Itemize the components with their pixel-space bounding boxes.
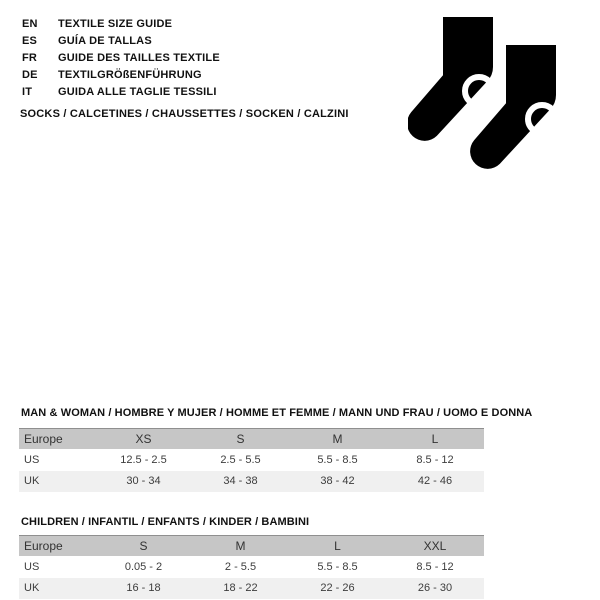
- language-row: [22, 66, 220, 83]
- children-size-table: [19, 535, 484, 599]
- language-code: ES: [22, 34, 38, 47]
- children-table-title: CHILDREN / INFANTIL / ENFANTS / KINDER / BAMBINI: [21, 516, 310, 528]
- size-value: 8.5 - 12: [416, 453, 454, 466]
- table-row-uk: [19, 471, 484, 492]
- language-code: DE: [22, 68, 38, 81]
- language-row: [22, 49, 220, 66]
- size-value: 5.5 - 8.5: [317, 560, 358, 573]
- size-value: 8.5 - 12: [416, 560, 454, 573]
- size-value: 0.05 - 2: [124, 560, 163, 573]
- table-row-uk: [19, 578, 484, 599]
- region-label: US: [24, 453, 40, 466]
- column-header-size: S: [192, 429, 289, 449]
- size-value: 16 - 18: [126, 582, 161, 594]
- language-list: [22, 15, 220, 100]
- category-title: SOCKS / CALCETINES / CHAUSSETTES / SOCKEN / CALZINI: [20, 108, 349, 120]
- size-value: 2 - 5.5: [224, 560, 257, 573]
- size-value: 5.5 - 8.5: [317, 453, 358, 466]
- column-header-size: L: [386, 429, 484, 449]
- column-header-size: XXL: [386, 536, 484, 556]
- language-label: TEXTILE SIZE GUIDE: [58, 17, 173, 30]
- region-label: US: [24, 560, 40, 573]
- language-label: GUIDA ALLE TAGLIE TESSILI: [58, 85, 217, 98]
- column-header-size: XS: [95, 429, 192, 449]
- adults-header-row: [19, 429, 484, 449]
- size-value: 30 - 34: [126, 475, 161, 487]
- column-header-region: Europe: [19, 429, 95, 449]
- size-value: 26 - 30: [417, 582, 453, 594]
- language-row: [22, 32, 220, 49]
- children-header-row: [19, 536, 484, 556]
- socks-icon: [408, 17, 573, 173]
- language-label: GUIDE DES TAILLES TEXTILE: [58, 51, 220, 64]
- sock-back: [408, 17, 493, 141]
- region-label: UK: [24, 582, 40, 594]
- size-value: 34 - 38: [223, 475, 258, 487]
- language-code: EN: [22, 17, 38, 30]
- table-row-us: [19, 556, 484, 578]
- size-value: 42 - 46: [417, 475, 453, 487]
- column-header-region: Europe: [19, 536, 95, 556]
- size-value: 2.5 - 5.5: [220, 453, 261, 466]
- column-header-size: S: [95, 536, 192, 556]
- adults-table-title: MAN & WOMAN / HOMBRE Y MUJER / HOMME ET FEMME / MANN UND FRAU / UOMO E DONNA: [21, 407, 533, 419]
- language-label: TEXTILGRÖßENFÜHRUNG: [58, 68, 202, 81]
- column-header-size: M: [289, 429, 386, 449]
- size-value: 22 - 26: [320, 582, 355, 594]
- language-code: IT: [22, 85, 33, 98]
- size-value: 38 - 42: [320, 475, 355, 487]
- column-header-size: M: [192, 536, 289, 556]
- region-label: UK: [24, 475, 40, 487]
- adults-size-table: [19, 428, 484, 492]
- language-row: [22, 15, 220, 32]
- language-row: [22, 83, 220, 100]
- language-label: GUÍA DE TALLAS: [58, 34, 152, 47]
- table-row-us: [19, 449, 484, 471]
- column-header-size: L: [289, 536, 386, 556]
- size-value: 18 - 22: [223, 582, 258, 594]
- language-code: FR: [22, 51, 38, 64]
- size-value: 12.5 - 2.5: [120, 453, 167, 466]
